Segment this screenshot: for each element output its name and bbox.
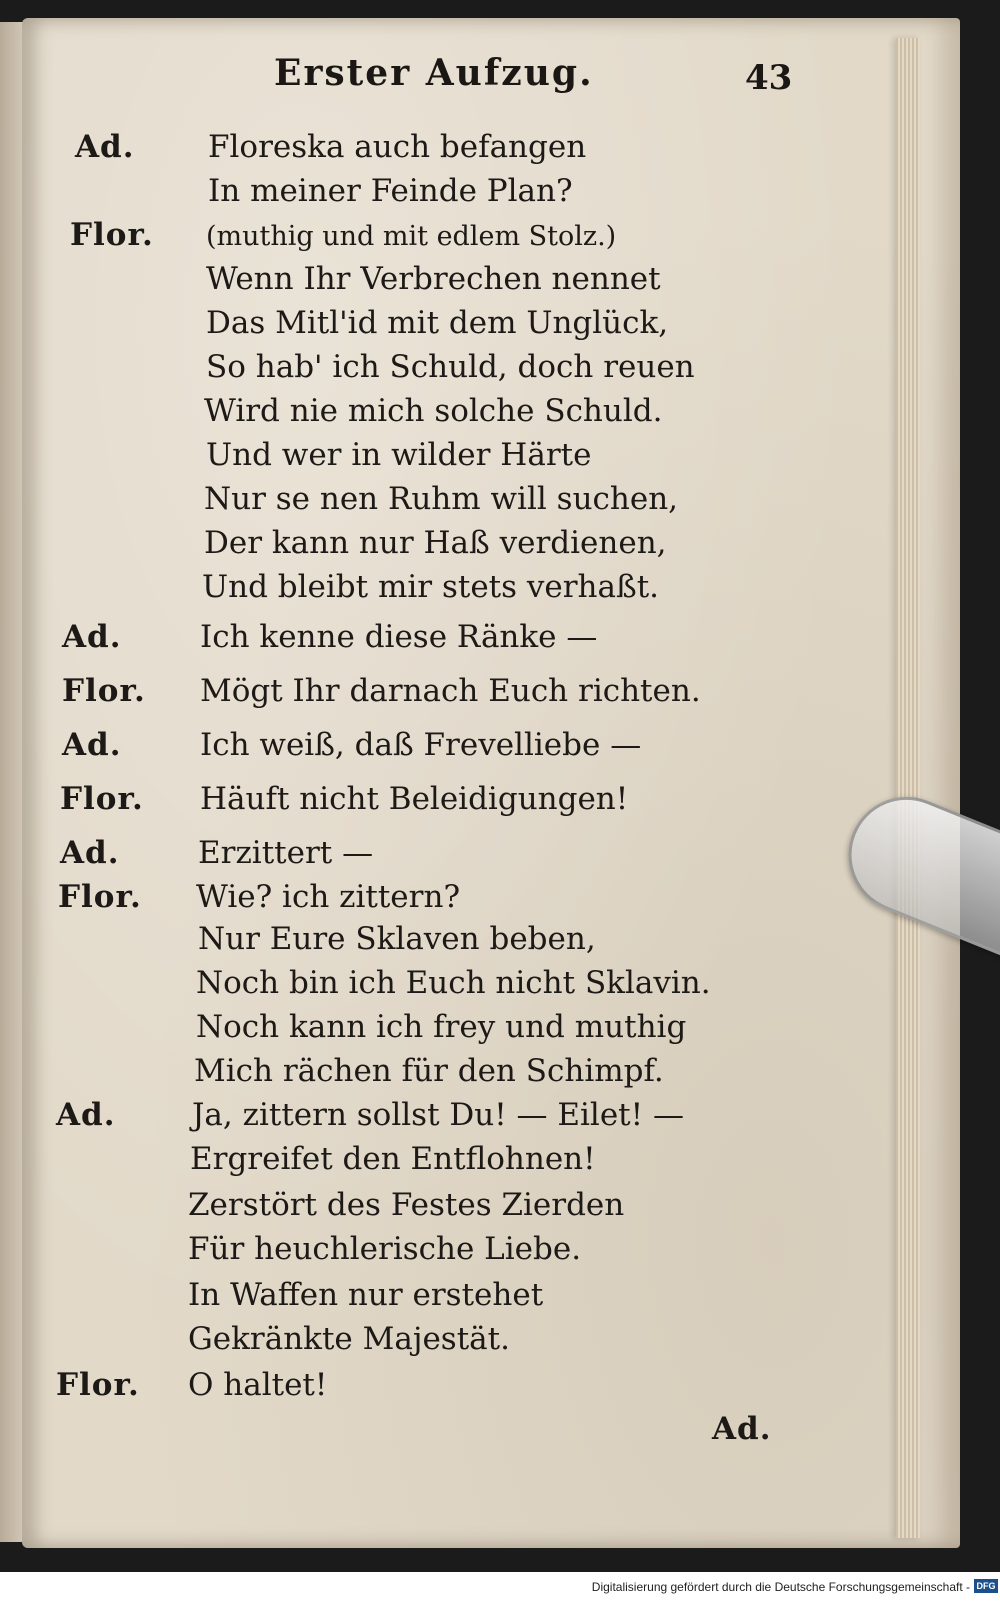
dfg-logo: DFG: [974, 1579, 998, 1593]
verse-line: Ja, zittern sollst Du! — Eilet! —: [192, 1097, 684, 1133]
verse-line: So hab' ich Schuld, doch reuen: [206, 349, 695, 385]
speaker-label: Ad.: [75, 129, 135, 165]
verse-line: Ergreifet den Entflohnen!: [190, 1141, 596, 1177]
speaker-label: Flor.: [62, 673, 146, 709]
verse-line: Zerstört des Festes Zierden: [188, 1187, 625, 1223]
speaker-label: Flor.: [60, 781, 144, 817]
speaker-label: Flor.: [70, 217, 154, 253]
verse-line: Das Mitl'id mit dem Unglück,: [206, 305, 669, 341]
speaker-label: Flor.: [58, 879, 142, 915]
speaker-label: Ad.: [62, 619, 122, 655]
verse-line: Floreska auch befangen: [208, 129, 587, 165]
verse-line: Gekränkte Majestät.: [188, 1321, 510, 1357]
verse-line: Und bleibt mir stets verhaßt.: [202, 569, 660, 605]
verse-line: Wenn Ihr Verbrechen nennet: [206, 261, 661, 297]
verse-line: Und wer in wilder Härte: [206, 437, 592, 473]
speaker-label: Flor.: [56, 1367, 140, 1403]
verse-line: In meiner Feinde Plan?: [208, 173, 573, 209]
footer-bar: [0, 1572, 1000, 1602]
speaker-label: Ad.: [60, 835, 120, 871]
page-header: [0, 52, 1000, 102]
verse-line: Nur Eure Sklaven beben,: [198, 921, 596, 957]
page-number: 43: [745, 58, 793, 98]
verse-line: Häuft nicht Beleidigungen!: [200, 781, 629, 817]
catchword: Ad.: [712, 1411, 772, 1447]
stage-direction: (muthig und mit edlem Stolz.): [206, 221, 617, 252]
verse-line: Nur se nen Ruhm will suchen,: [204, 481, 679, 517]
verse-line: Noch bin ich Euch nicht Sklavin.: [196, 965, 711, 1001]
verse-line: Ich weiß, daß Frevelliebe —: [200, 727, 642, 763]
funding-credit: Digitalisierung gefördert durch die Deutsche Forschungsgemeinschaft -: [591, 1580, 970, 1594]
verse-line: Der kann nur Haß verdienen,: [204, 525, 667, 561]
verse-line: Für heuchlerische Liebe.: [188, 1231, 582, 1267]
verse-line: Mögt Ihr darnach Euch richten.: [200, 673, 701, 709]
verse-line: Wird nie mich solche Schuld.: [204, 393, 663, 429]
verse-line: Erzittert —: [198, 835, 374, 871]
verse-line: Ich kenne diese Ränke —: [200, 619, 598, 655]
verse-line: Noch kann ich frey und muthig: [196, 1009, 687, 1045]
speaker-label: Ad.: [56, 1097, 116, 1133]
verse-line: Wie? ich zittern?: [196, 879, 461, 915]
verse-line: In Waffen nur erstehet: [188, 1277, 544, 1313]
running-title: Erster Aufzug.: [274, 52, 594, 94]
page-block-edge: [896, 38, 920, 1538]
speaker-label: Ad.: [62, 727, 122, 763]
verse-line: Mich rächen für den Schimpf.: [194, 1053, 664, 1089]
verse-line: O haltet!: [188, 1367, 328, 1403]
